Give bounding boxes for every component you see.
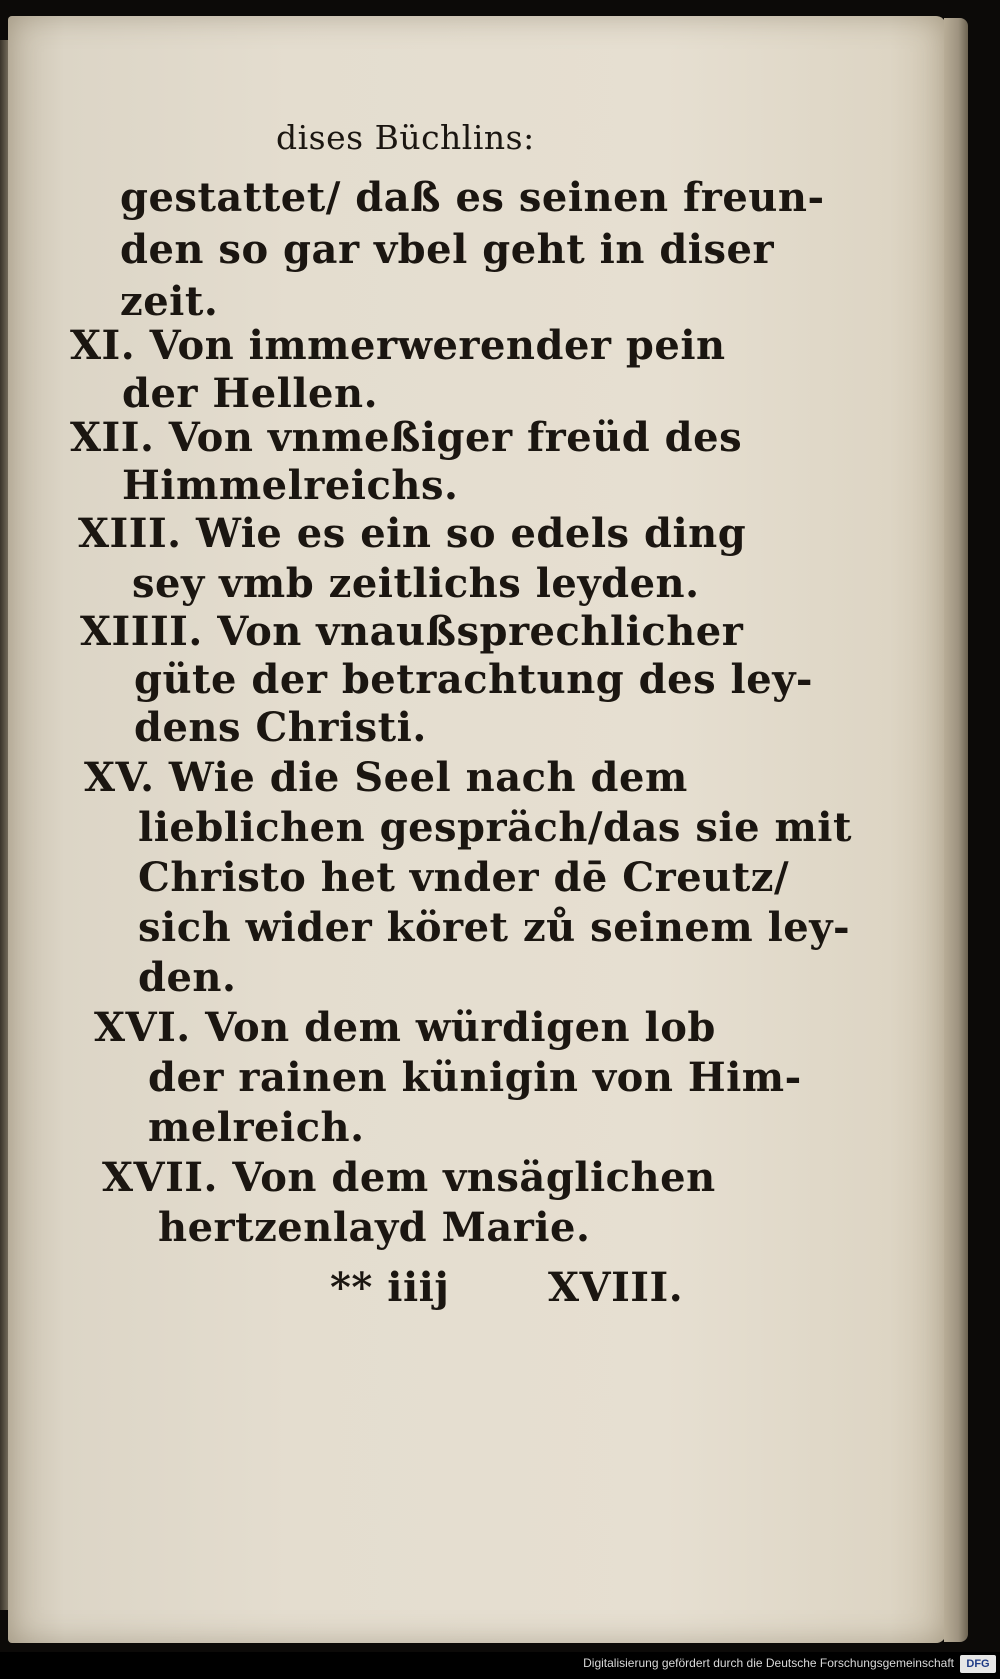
running-header: dises Büchlins: <box>276 118 535 157</box>
signature-mark: ** iiij <box>330 1264 450 1311</box>
book-page <box>8 16 946 1643</box>
text-line: den. <box>138 954 237 1001</box>
text-line: sich wider köret zů seinem ley- <box>138 904 851 951</box>
right-page-edge <box>944 18 968 1642</box>
text-line: den so gar vbel geht in diser <box>120 226 775 273</box>
chapter-entry: XI. Von immerwerender pein <box>70 322 726 369</box>
chapter-entry: XVI. Von dem würdigen lob <box>94 1004 716 1051</box>
chapter-entry: XIIII. Von vnaußsprechlicher <box>80 608 744 655</box>
page-text <box>8 16 946 1643</box>
catchword: XVIII. <box>548 1264 684 1311</box>
text-line: der rainen künigin von Him- <box>148 1054 802 1101</box>
text-line: gestattet/ daß es seinen freun- <box>120 174 825 221</box>
text-line: lieblichen gespräch/das sie mit <box>138 804 852 851</box>
text-line: zeit. <box>120 278 219 325</box>
text-line: Christo het vnder dē Creutz/ <box>138 854 790 901</box>
text-line: Himmelreichs. <box>122 462 459 509</box>
text-line: güte der betrachtung des ley- <box>134 656 814 703</box>
chapter-entry: XVII. Von dem vnsäglichen <box>102 1154 716 1201</box>
chapter-entry: XV. Wie die Seel nach dem <box>84 754 688 801</box>
text-line: melreich. <box>148 1104 365 1151</box>
text-line: dens Christi. <box>134 704 427 751</box>
footer-bar <box>0 1652 1000 1679</box>
text-line: sey vmb zeitlichs leyden. <box>132 560 700 607</box>
dfg-logo-icon: DFG <box>960 1655 996 1673</box>
chapter-entry: XII. Von vnmeßiger freüd des <box>70 414 743 461</box>
text-line: hertzenlayd Marie. <box>158 1204 591 1251</box>
chapter-entry: XIII. Wie es ein so edels ding <box>78 510 747 557</box>
text-line: der Hellen. <box>122 370 379 417</box>
funding-credit: Digitalisierung gefördert durch die Deutsche Forschungsgemeinschaft <box>583 1656 954 1670</box>
